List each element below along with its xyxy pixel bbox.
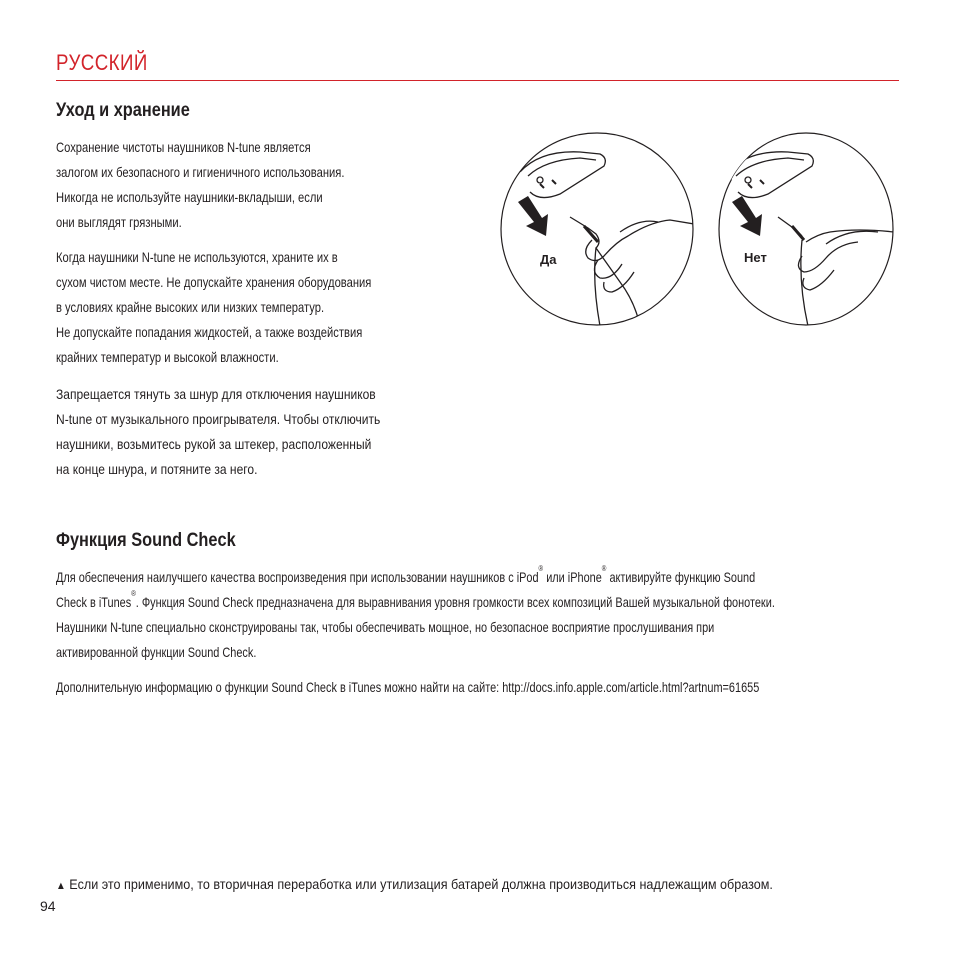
care-p2-line-3: в условиях крайне высоких или низких температур.	[56, 299, 325, 315]
unplug-correct-illustration	[500, 132, 694, 326]
soundcheck-paragraph	[56, 565, 775, 665]
no-label: Нет	[744, 250, 767, 265]
care-p3-line-1: Запрещается тянуть за шнур для отключения наушников	[56, 386, 376, 402]
unplug-incorrect-illustration	[718, 132, 894, 326]
care-p2-line-5: крайних температур и высокой влажности.	[56, 349, 279, 365]
care-paragraph-1	[56, 135, 344, 235]
care-heading: Уход и хранение	[56, 100, 190, 121]
soundcheck-l1-part-c: активируйте функцию Sound	[606, 569, 756, 585]
language-title: РУССКИЙ	[56, 50, 148, 75]
care-p2-line-2: сухом чистом месте. Не допускайте хранения оборудования	[56, 274, 372, 290]
care-p1-line-1: Сохранение чистоты наушников N-tune является	[56, 139, 311, 155]
care-p1-line-3: Никогда не используйте наушники-вкладыши, если	[56, 189, 323, 205]
care-paragraph-2	[56, 245, 371, 370]
battery-note-text: Если это применимо, то вторичная переработка или утилизация батарей должна производиться надлежащим образом.	[69, 876, 773, 892]
care-p1-line-4: они выглядят грязными.	[56, 214, 182, 230]
soundcheck-l1-part-b: или iPhone	[543, 569, 602, 585]
soundcheck-l1-part-a: Для обеспечения наилучшего качества воспроизведения при использовании наушников с iPod	[56, 569, 539, 585]
care-p3-line-2: N-tune от музыкального проигрывателя. Чтобы отключить	[56, 411, 381, 427]
soundcheck-more-info-text: Дополнительную информацию о функции Sound Check в iTunes можно найти на сайте: http://docs.info.apple.com/article.html?artnum=61655	[56, 679, 760, 695]
soundcheck-line-3: Наушники N-tune специально сконструированы так, чтобы обеспечивать мощное, но безопасное восприятие прослушивания при	[56, 619, 715, 635]
care-p1-line-2: залогом их безопасного и гигиеничного использования.	[56, 164, 345, 180]
page-number: 94	[40, 898, 56, 914]
registered-mark: ®	[601, 564, 607, 573]
soundcheck-heading: Функция Sound Check	[56, 530, 236, 551]
battery-note	[56, 876, 773, 892]
soundcheck-more-info	[56, 675, 759, 700]
header-divider	[56, 80, 899, 81]
soundcheck-l2-part-a: Check в iTunes	[56, 594, 132, 610]
care-paragraph-3	[56, 382, 380, 482]
care-p3-line-3: наушники, возьмитесь рукой за штекер, расположенный	[56, 436, 372, 452]
soundcheck-line-2	[56, 590, 775, 615]
soundcheck-line-1	[56, 565, 775, 590]
soundcheck-l2-part-b: . Функция Sound Check предназначена для выравнивания уровня громкости всех композиций Вашей музыкальной фонотеки.	[135, 594, 775, 610]
registered-mark: ®	[131, 589, 136, 598]
care-p2-line-4: Не допускайте попадания жидкостей, а также воздействия	[56, 324, 363, 340]
care-p3-line-4: на конце шнура, и потяните за него.	[56, 461, 258, 477]
soundcheck-line-4: активированной функции Sound Check.	[56, 644, 257, 660]
registered-mark: ®	[538, 564, 544, 573]
yes-label: Да	[540, 252, 557, 267]
care-p2-line-1: Когда наушники N-tune не используются, храните их в	[56, 249, 338, 265]
warning-icon: ▲	[56, 880, 66, 892]
